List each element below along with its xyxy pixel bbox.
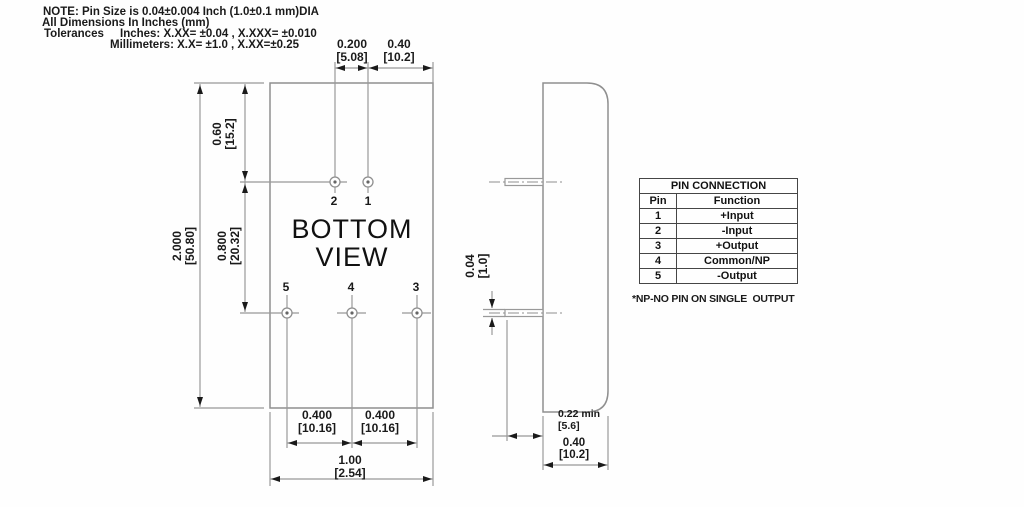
pin-marker-1 bbox=[363, 177, 373, 187]
dim-value: 0.200 bbox=[336, 37, 368, 51]
note-tolerances-label: Tolerances bbox=[44, 28, 104, 40]
dim-value: 1.00 bbox=[338, 453, 362, 467]
dim-value: 0.22 min bbox=[558, 408, 601, 420]
dim-pin-pitch-top bbox=[336, 38, 367, 64]
dim-mm: [10.2] bbox=[383, 50, 415, 64]
pin-number: 5 bbox=[640, 269, 677, 284]
pin-label-2: 2 bbox=[330, 194, 338, 208]
dim-value: 0.800 bbox=[215, 230, 229, 262]
table-row bbox=[640, 239, 798, 254]
pin-number: 3 bbox=[640, 239, 677, 254]
dimension-lines bbox=[194, 62, 608, 486]
note-tolerances-millimeters: Millimeters: X.X= ±1.0 , X.XX=±0.25 bbox=[110, 39, 300, 51]
pin-number: 2 bbox=[640, 224, 677, 239]
dim-body-width bbox=[334, 454, 365, 480]
dim-mm: [10.2] bbox=[558, 449, 590, 461]
pin-table-title-row bbox=[640, 179, 798, 194]
pin-function: +Input bbox=[677, 209, 798, 224]
dim-value: 0.40 bbox=[387, 37, 411, 51]
dim-mm: [5.08] bbox=[336, 50, 368, 64]
pin-marker-3 bbox=[412, 308, 422, 318]
pin-connection-table bbox=[639, 178, 798, 284]
pin-table-col-function: Function bbox=[677, 194, 798, 209]
bottom-view-title bbox=[291, 215, 412, 271]
dimension-arrowheads bbox=[197, 65, 607, 482]
pin-function: -Output bbox=[677, 269, 798, 284]
pin-table-title: PIN CONNECTION bbox=[640, 179, 798, 194]
bottom-view-title-line1: BOTTOM bbox=[291, 214, 413, 244]
dim-row-spacing bbox=[216, 227, 242, 265]
pin-table-header-row bbox=[640, 194, 798, 209]
pin-label-3: 3 bbox=[412, 280, 420, 294]
dim-pin-pitch-bottom-left bbox=[298, 409, 336, 435]
side-view-pins bbox=[489, 179, 563, 317]
table-row bbox=[640, 254, 798, 269]
pin-table-footnote: *NP-NO PIN ON SINGLE OUTPUT bbox=[632, 293, 795, 305]
dim-mm: [10.16] bbox=[297, 421, 337, 435]
pin-function: Common/NP bbox=[677, 254, 798, 269]
dim-mm: [5.6] bbox=[558, 420, 580, 432]
dim-body-depth bbox=[559, 437, 589, 461]
pin-label-1: 1 bbox=[364, 194, 372, 208]
dim-pin-length bbox=[558, 408, 600, 432]
pin-label-5: 5 bbox=[282, 280, 290, 294]
dim-mm: [50.80] bbox=[183, 226, 197, 266]
pin-number: 1 bbox=[640, 209, 677, 224]
dim-mm: [1.0] bbox=[476, 253, 490, 279]
dim-top-row-offset bbox=[211, 118, 237, 149]
pin-marker-4 bbox=[347, 308, 357, 318]
pin-label-4: 4 bbox=[347, 280, 355, 294]
dim-value: 0.04 bbox=[463, 254, 477, 278]
pin-table-col-pin: Pin bbox=[640, 194, 677, 209]
note-tolerances-inches: Inches: X.XX= ±0.04 , X.XXX= ±0.010 bbox=[120, 28, 317, 40]
table-row bbox=[640, 224, 798, 239]
table-row bbox=[640, 209, 798, 224]
pin-number: 4 bbox=[640, 254, 677, 269]
dim-value: 0.400 bbox=[364, 408, 396, 422]
dim-body-height bbox=[171, 227, 197, 265]
dim-value: 0.40 bbox=[562, 437, 586, 449]
note-line-2: All Dimensions In Inches (mm) bbox=[42, 17, 210, 29]
dim-pin-diameter bbox=[464, 254, 490, 279]
dim-mm: [2.54] bbox=[334, 466, 366, 480]
dim-pin-pitch-bottom-right bbox=[361, 409, 399, 435]
note-line-1: NOTE: Pin Size is 0.04±0.004 Inch (1.0±0.1 mm)DIA bbox=[43, 6, 319, 18]
dim-mm: [15.2] bbox=[223, 118, 237, 150]
pin-marker-2 bbox=[330, 177, 340, 187]
dim-pin-to-edge-top bbox=[383, 38, 414, 64]
dim-value: 0.60 bbox=[210, 122, 224, 146]
table-row bbox=[640, 269, 798, 284]
dim-value: 0.400 bbox=[301, 408, 333, 422]
pin-marker-5 bbox=[282, 308, 292, 318]
pin-function: +Output bbox=[677, 239, 798, 254]
dim-mm: [20.32] bbox=[228, 226, 242, 266]
bottom-view-title-line2: VIEW bbox=[315, 242, 389, 272]
pin-function: -Input bbox=[677, 224, 798, 239]
dim-value: 2.000 bbox=[170, 230, 184, 262]
side-view-outline bbox=[543, 83, 608, 412]
dim-mm: [10.16] bbox=[360, 421, 400, 435]
